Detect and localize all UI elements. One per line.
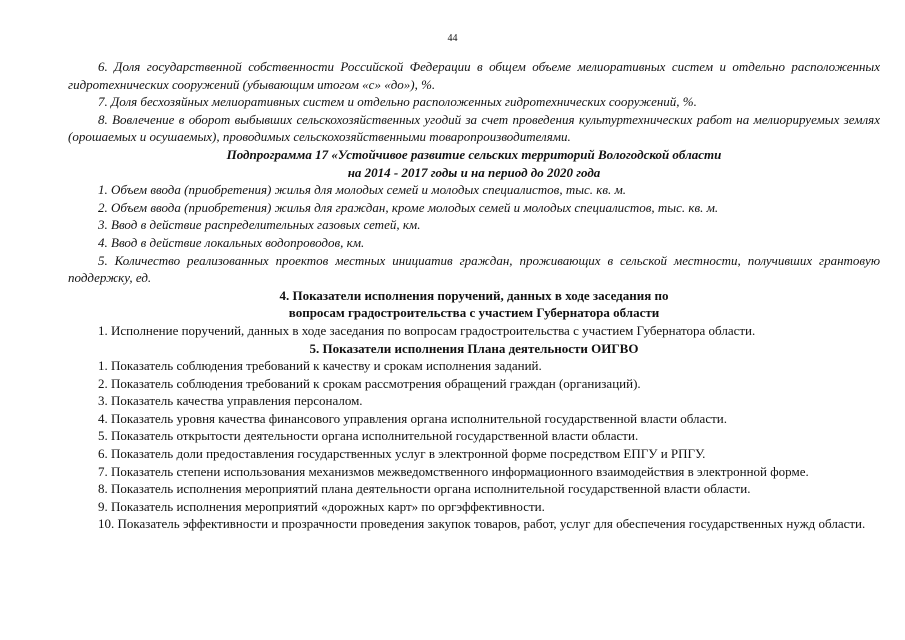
list-item: 4. Показатель уровня качества финансового управления органа исполнительной государственной власти области. [98, 410, 727, 426]
list-item: 7. Показатель степени использования механизмов межведомственного информационного взаимодействия в электронной форме. [98, 463, 809, 479]
list-item: 8. Вовлечение в оборот выбывших сельскохозяйственных угодий за счет проведения культуртехнических работ на мелиорируемых землях (орошаемых и осушаемых), проводимых сельскохозяйственными товаропроизводителями. [68, 111, 880, 145]
section-4-heading [68, 287, 880, 322]
list-item: 8. Показатель исполнения мероприятий плана деятельности органа исполнительной государственной власти области. [98, 481, 751, 497]
subprogram-17-title-line2: на 2014 - 2017 годы и на период до 2020 года [347, 164, 601, 180]
list-item: 1. Исполнение поручений, данных в ходе заседания по вопросам градостроительства с участием Губернатора области. [98, 322, 756, 338]
subprogram-17-heading [68, 146, 880, 181]
section-5-title: 5. Показатели исполнения Плана деятельности ОИГВО [309, 340, 639, 356]
section-5-heading [68, 340, 880, 358]
section-4-title-line2: вопросам градостроительства с участием Губернатора области [288, 305, 660, 321]
section-4-title-line1: 4. Показатели исполнения поручений, данных в ходе заседания по [279, 287, 669, 303]
list-item: 6. Доля государственной собственности Российской Федерации в общем объеме мелиоративных систем и отдельно расположенных гидротехнических сооружений (убывающим итогом «с» «до»), %. [68, 59, 880, 92]
list-item: 7. Доля бесхозяйных мелиоративных систем и отдельно расположенных гидротехнических сооружений, %. [98, 94, 697, 110]
list-item: 1. Объем ввода (приобретения) жилья для молодых семей и молодых специалистов, тыс. кв. м. [98, 182, 627, 198]
list-item: 10. Показатель эффективности и прозрачности проведения закупок товаров, работ, услуг для обеспечения государственных нужд области. [98, 516, 866, 532]
list-item: 3. Показатель качества управления персоналом. [98, 393, 363, 409]
page-number: 44 [447, 33, 458, 44]
page-content [68, 38, 880, 533]
list-item: 2. Объем ввода (приобретения) жилья для граждан, кроме молодых семей и молодых специалистов, тыс. кв. м. [98, 199, 719, 215]
list-item: 3. Ввод в действие распределительных газовых сетей, км. [98, 217, 421, 233]
list-item: 5. Количество реализованных проектов местных инициатив граждан, проживающих в сельской местности, получивших грантовую поддержку, ед. [68, 252, 880, 286]
list-item: 6. Показатель доли предоставления государственных услуг в электронной форме посредством ЕПГУ и РПГУ. [98, 446, 706, 462]
list-item: 1. Показатель соблюдения требований к качеству и срокам исполнения заданий. [98, 358, 542, 374]
list-item: 9. Показатель исполнения мероприятий «дорожных карт» по оргэффективности. [98, 498, 545, 514]
list-item: 4. Ввод в действие локальных водопроводов, км. [98, 234, 365, 250]
list-item: 5. Показатель открытости деятельности органа исполнительной государственной власти области. [98, 428, 639, 444]
subprogram-17-title-line1: Подпрограмма 17 «Устойчивое развитие сельских территорий Вологодской области [226, 146, 722, 162]
list-item: 2. Показатель соблюдения требований к срокам рассмотрения обращений граждан (организаций). [98, 375, 641, 391]
